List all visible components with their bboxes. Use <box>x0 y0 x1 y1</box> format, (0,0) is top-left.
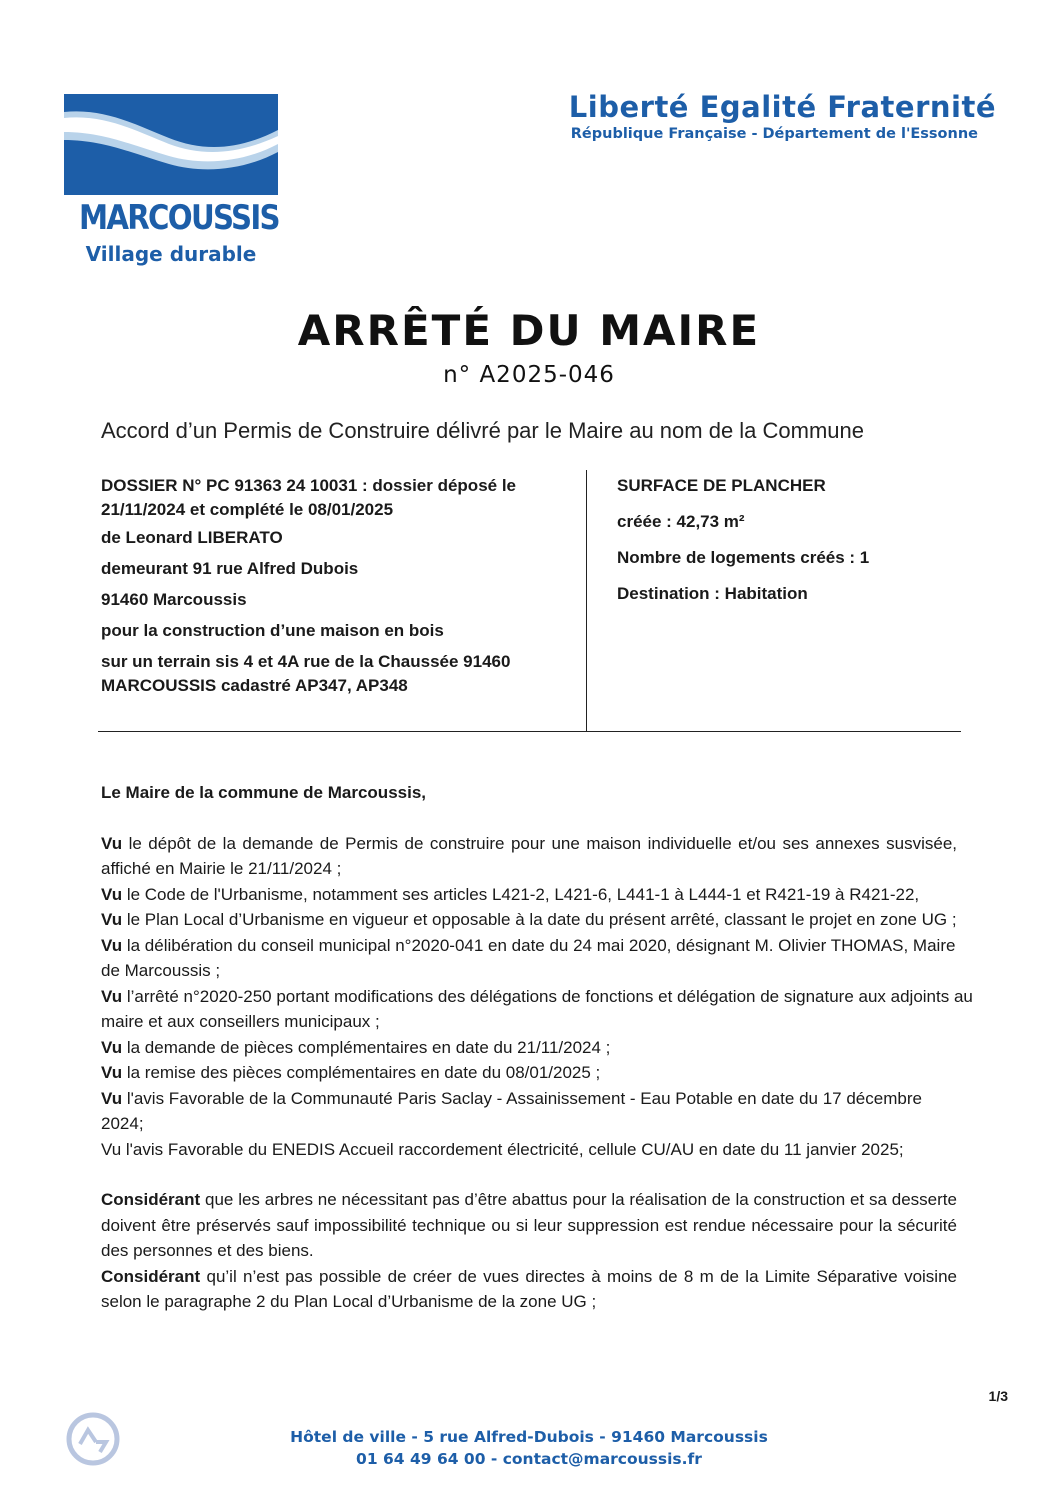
destination: Destination : Habitation <box>617 584 808 603</box>
page-number: 1/3 <box>988 1388 1008 1404</box>
surface-details <box>617 474 957 618</box>
motto-sub: République Française - Département de l'Essonne <box>570 126 978 142</box>
surface-heading: SURFACE DE PLANCHER <box>617 476 826 495</box>
applicant: de Leonard LIBERATO <box>101 528 283 547</box>
wave-emblem-icon <box>64 94 278 195</box>
logo-tagline: Village durable <box>85 242 257 266</box>
vu-clause: Vu le Code de l'Urbanisme, notamment ses articles L421-2, L421-6, L441-1 à L444-1 et R421-19 à R421-22, <box>101 884 920 904</box>
marcoussis-logo <box>64 94 278 269</box>
considerant-clause: Considérant que les arbres ne nécessitant pas d’être abattus pour la réalisation de la construction et sa desserte doivent être préservés sauf impossibilité technique ou si leur suppression est rendue nécessaire pour la sécurité des personnes et des biens. <box>101 1190 957 1260</box>
motto-main: Liberté Egalité Fraternité <box>568 90 996 124</box>
intro: Le Maire de la commune de Marcoussis, <box>101 783 427 802</box>
dossier-number: DOSSIER N° PC 91363 24 10031 : dossier déposé le 21/11/2024 et complété le 08/01/2025 <box>101 476 516 519</box>
box-divider <box>586 470 587 732</box>
dossier-details <box>101 474 571 698</box>
vu-clause: Vu l'avis Favorable de la Communauté Paris Saclay - Assainissement - Eau Potable en date du 17 décembre 2024; <box>101 1088 922 1133</box>
surface-created: créée : 42,73 m² <box>617 512 745 531</box>
applicant-address: demeurant 91 rue Alfred Dubois <box>101 559 359 578</box>
republic-motto <box>569 90 996 142</box>
decree-number: n° A2025-046 <box>443 362 615 388</box>
footer <box>0 1426 1058 1470</box>
vu-clause: Vu l’arrêté n°2020-250 portant modifications des délégations de fonctions et délégation de signature aux adjoints au maire et aux conseillers municipaux ; <box>101 986 973 1031</box>
considerant-clause: Considérant qu’il n’est pas possible de créer de vues directes à moins de 8 m de la Limite Séparative voisine selon le paragraphe 2 du Plan Local d’Urbanisme de la zone UG ; <box>101 1266 957 1311</box>
vu-clause: Vu la délibération du conseil municipal n°2020-041 en date du 24 mai 2020, désignant M. Olivier THOMAS, Maire de Marcoussis ; <box>101 935 956 980</box>
vu-clause: Vu la demande de pièces complémentaires en date du 21/11/2024 ; <box>101 1037 611 1057</box>
vu-clause-plain: Vu l'avis Favorable du ENEDIS Accueil raccordement électricité, cellule CU/AU en date du 11 janvier 2025; <box>101 1139 904 1159</box>
project-description: pour la construction d’une maison en bois <box>101 621 444 640</box>
footer-contact: 01 64 49 64 00 - contact@marcoussis.fr <box>356 1450 702 1468</box>
box-bottom-rule <box>98 731 961 732</box>
vu-clause: Vu le dépôt de la demande de Permis de construire pour une maison individuelle et/ou ses annexes susvisée, affiché en Mairie le 21/11/2024 ; <box>101 833 957 878</box>
footer-address: Hôtel de ville - 5 rue Alfred-Dubois - 91460 Marcoussis <box>290 1428 768 1446</box>
document-subtitle: Accord d’un Permis de Construire délivré par le Maire au nom de la Commune <box>101 418 865 443</box>
vu-clause: Vu le Plan Local d’Urbanisme en vigueur et opposable à la date du présent arrêté, classant le projet en zone UG ; <box>101 910 957 929</box>
logo-town-name: MARCOUSSIS <box>78 198 279 238</box>
decree-body <box>101 780 973 1315</box>
applicant-city: 91460 Marcoussis <box>101 590 247 609</box>
document-title: ARRÊTÉ DU MAIRE <box>297 306 761 355</box>
dwellings-created: Nombre de logements créés : 1 <box>617 548 870 567</box>
project-location: sur un terrain sis 4 et 4A rue de la Chaussée 91460 MARCOUSSIS cadastré AP347, AP348 <box>101 652 511 695</box>
vu-clause: Vu la remise des pièces complémentaires en date du 08/01/2025 ; <box>101 1063 601 1082</box>
